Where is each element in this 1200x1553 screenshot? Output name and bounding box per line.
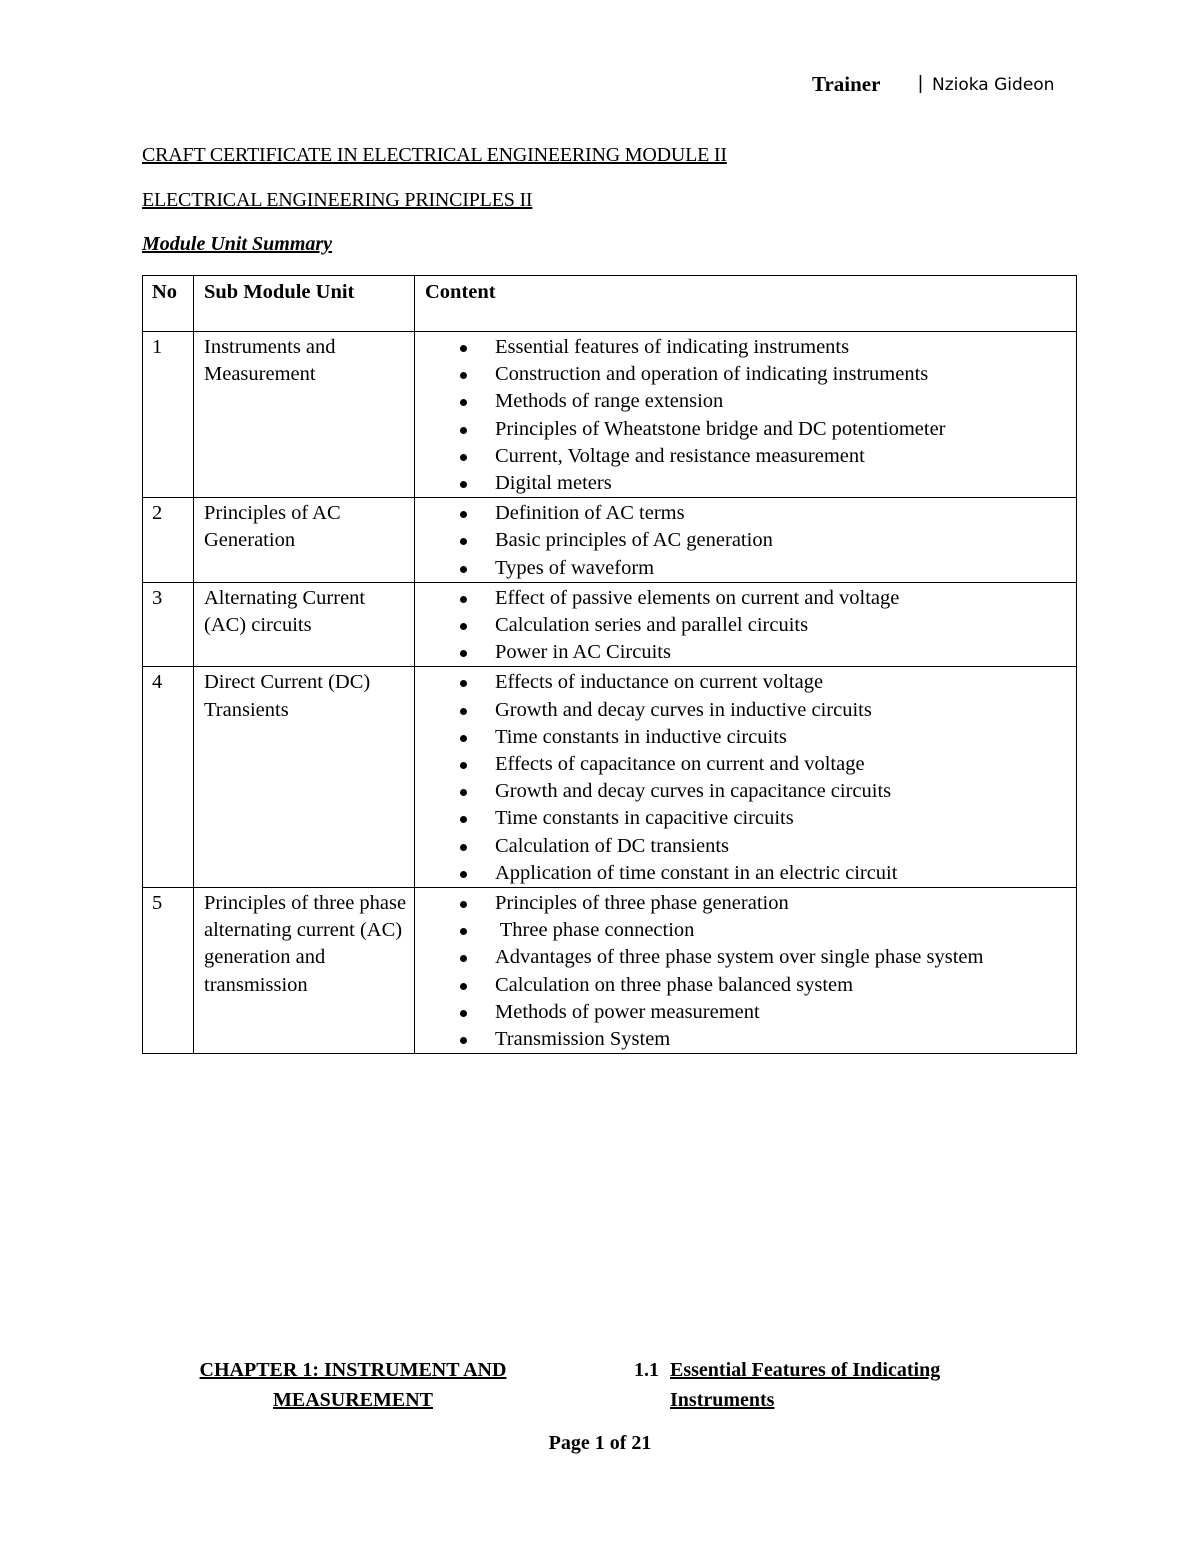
bullet-icon [460, 1037, 467, 1044]
list-item [415, 860, 1076, 887]
list-item [415, 833, 1076, 860]
row-sub-module-unit: Principles of AC Generation [194, 498, 415, 583]
list-item-text: Definition of AC terms [495, 502, 685, 525]
list-item-text: Advantages of three phase system over single phase system [495, 946, 984, 969]
list-item [415, 555, 1076, 582]
list-item-text: Transmission System [495, 1028, 671, 1051]
list-item [415, 724, 1076, 751]
bullet-icon [460, 844, 467, 851]
bullet-icon [460, 566, 467, 573]
row-content [415, 582, 1077, 667]
table-body [143, 332, 1077, 1054]
bullet-icon [460, 928, 467, 935]
bullet-icon [460, 901, 467, 908]
list-item [415, 443, 1076, 470]
list-item [415, 500, 1076, 527]
list-item-text: Principles of Wheatstone bridge and DC potentiometer [495, 417, 946, 440]
bullet-icon [460, 596, 467, 603]
bullet-icon [460, 1010, 467, 1017]
list-item [415, 361, 1076, 388]
page-number: Page 1 of 21 [548, 1432, 652, 1454]
bullet-icon [460, 427, 467, 434]
document-title: CRAFT CERTIFICATE IN ELECTRICAL ENGINEERING MODULE II [142, 144, 727, 166]
list-item [415, 585, 1076, 612]
list-item-text: Basic principles of AC generation [495, 529, 773, 552]
table-row [143, 582, 1077, 667]
table-row [143, 332, 1077, 498]
row-sub-module-unit: Alternating Current (AC) circuits [194, 582, 415, 667]
bullet-icon [460, 623, 467, 630]
row-content [415, 332, 1077, 498]
bullet-icon [460, 871, 467, 878]
module-summary-heading: Module Unit Summary [142, 233, 333, 255]
list-item [415, 972, 1076, 999]
bullet-icon [460, 372, 467, 379]
bullet-icon [460, 708, 467, 715]
list-item [415, 751, 1076, 778]
section-number: 1.1 [634, 1359, 659, 1381]
bullet-icon [460, 955, 467, 962]
bullet-icon [460, 481, 467, 488]
bullet-icon [460, 454, 467, 461]
row-number: 4 [143, 667, 194, 888]
header-separator: | [918, 73, 923, 94]
list-item-text: Calculation on three phase balanced system [495, 973, 854, 996]
list-item [415, 805, 1076, 832]
list-item-text: Principles of three phase generation [495, 892, 789, 915]
list-item-text: Effect of passive elements on current and voltage [495, 586, 900, 609]
bullet-icon [460, 511, 467, 518]
row-number: 3 [143, 582, 194, 667]
bullet-icon [460, 538, 467, 545]
list-item-text: Time constants in inductive circuits [495, 725, 787, 748]
table-row [143, 498, 1077, 583]
list-item [415, 612, 1076, 639]
content-list [415, 334, 1076, 497]
list-item [415, 999, 1076, 1026]
table-header-row [143, 276, 1077, 332]
header-content: Content [415, 276, 1077, 332]
list-item-text: Growth and decay curves in inductive circuits [495, 698, 872, 721]
bullet-icon [460, 345, 467, 352]
list-item [415, 470, 1076, 497]
header-trainer-name: Nzioka Gideon [932, 75, 1055, 95]
module-summary-table [142, 275, 1077, 1054]
section-title: Essential Features of Indicating Instruments [670, 1359, 941, 1411]
bullet-icon [460, 399, 467, 406]
document-subtitle: ELECTRICAL ENGINEERING PRINCIPLES II [142, 189, 533, 211]
bullet-icon [460, 680, 467, 687]
list-item [415, 1026, 1076, 1053]
list-item-text: Calculation of DC transients [495, 834, 729, 857]
table-row [143, 888, 1077, 1054]
list-item-text: Three phase connection [495, 919, 695, 942]
list-item [415, 669, 1076, 696]
list-item [415, 527, 1076, 554]
list-item-text: Current, Voltage and resistance measurement [495, 444, 865, 467]
row-sub-module-unit: Instruments and Measurement [194, 332, 415, 498]
list-item [415, 890, 1076, 917]
list-item-text: Construction and operation of indicating instruments [495, 363, 929, 386]
list-item-text: Methods of range extension [495, 390, 724, 413]
list-item-text: Power in AC Circuits [495, 641, 671, 664]
bullet-icon [460, 816, 467, 823]
list-item-text: Digital meters [495, 472, 612, 495]
list-item-text: Effects of inductance on current voltage [495, 671, 824, 694]
content-list [415, 890, 1076, 1053]
list-item-text: Growth and decay curves in capacitance circuits [495, 780, 892, 803]
content-list [415, 585, 1076, 667]
row-sub-module-unit: Direct Current (DC) Transients [194, 667, 415, 888]
row-sub-module-unit: Principles of three phase alternating current (AC) generation and transmission [194, 888, 415, 1054]
list-item-text: Methods of power measurement [495, 1000, 760, 1023]
row-content [415, 888, 1077, 1054]
list-item-text: Effects of capacitance on current and voltage [495, 753, 865, 776]
list-item-text: Time constants in capacitive circuits [495, 807, 794, 830]
list-item-text: Types of waveform [495, 556, 655, 579]
bullet-icon [460, 735, 467, 742]
list-item-text: Application of time constant in an electric circuit [495, 861, 898, 884]
list-item [415, 416, 1076, 443]
table-row [143, 667, 1077, 888]
row-content [415, 498, 1077, 583]
row-number: 5 [143, 888, 194, 1054]
header-sub-module-unit: Sub Module Unit [194, 276, 415, 332]
list-item [415, 778, 1076, 805]
list-item [415, 639, 1076, 666]
row-number: 1 [143, 332, 194, 498]
header-trainer-label: Trainer [812, 72, 881, 96]
list-item [415, 944, 1076, 971]
content-list [415, 500, 1076, 582]
row-number: 2 [143, 498, 194, 583]
row-content [415, 667, 1077, 888]
list-item [415, 697, 1076, 724]
list-item-text: Calculation series and parallel circuits [495, 614, 809, 637]
list-item [415, 917, 1076, 944]
content-list [415, 669, 1076, 887]
list-item [415, 388, 1076, 415]
chapter-heading: CHAPTER 1: INSTRUMENT AND MEASUREMENT [199, 1359, 507, 1411]
bullet-icon [460, 650, 467, 657]
list-item-text: Essential features of indicating instruments [495, 336, 850, 358]
header-no: No [143, 276, 194, 332]
list-item [415, 334, 1076, 361]
bullet-icon [460, 983, 467, 990]
bullet-icon [460, 762, 467, 769]
bullet-icon [460, 789, 467, 796]
